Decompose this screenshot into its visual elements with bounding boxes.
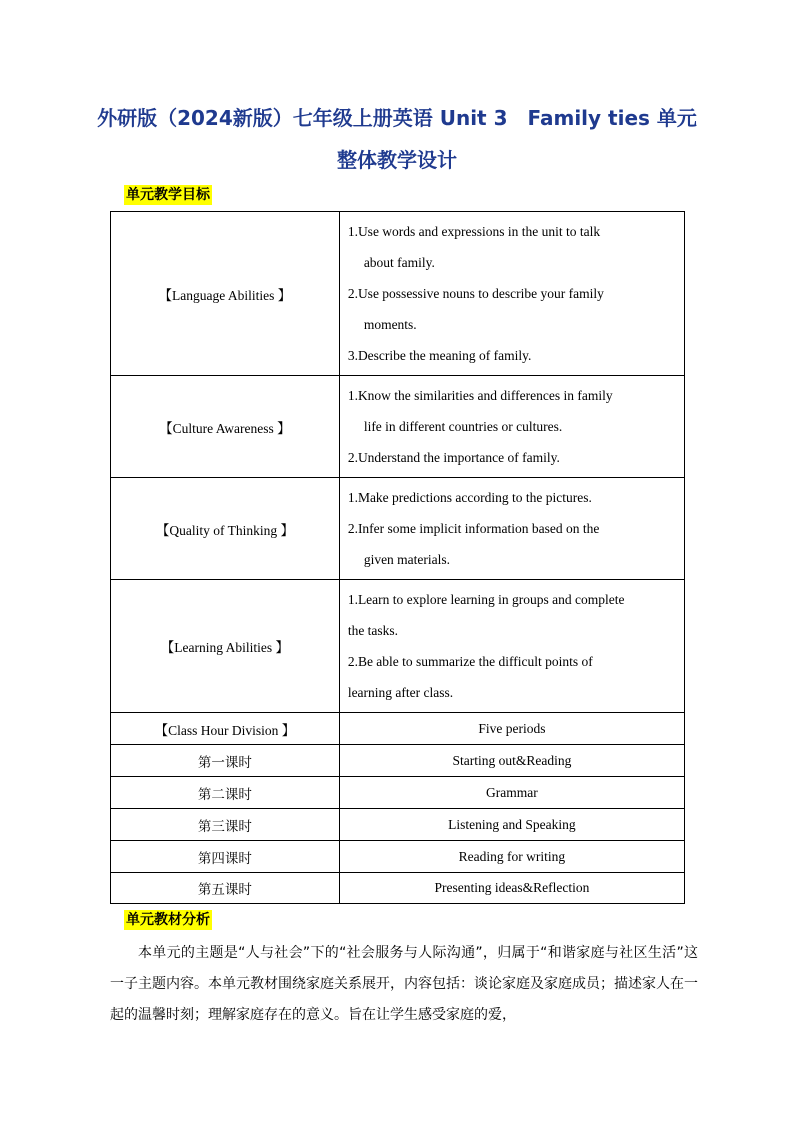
table-row bbox=[111, 841, 685, 873]
objective-line: 2.Be able to summarize the difficult points of bbox=[347, 654, 593, 669]
objective-label: 【Culture Awareness 】 bbox=[111, 376, 340, 478]
objective-content bbox=[339, 212, 684, 376]
period-label: 第五课时 bbox=[111, 873, 340, 904]
objective-content bbox=[339, 478, 684, 580]
table-row bbox=[111, 212, 685, 376]
table-row bbox=[111, 580, 685, 713]
objective-line: 1.Make predictions according to the pictures. bbox=[347, 490, 592, 505]
table-row bbox=[111, 713, 685, 745]
period-value: Reading for writing bbox=[339, 841, 684, 873]
period-label: 第一课时 bbox=[111, 745, 340, 777]
objectives-table bbox=[110, 211, 685, 904]
document-title-line-1: 外研版（2024新版）七年级上册英语 Unit 3 Family ties 单元 bbox=[97, 106, 697, 130]
table-row bbox=[111, 376, 685, 478]
objective-line: 1.Know the similarities and differences in family bbox=[347, 388, 613, 403]
objective-line: the tasks. bbox=[347, 623, 399, 638]
objective-line: 2.Infer some implicit information based on the bbox=[347, 521, 600, 536]
analysis-paragraph: 本单元的主题是“人与社会”下的“社会服务与人际沟通”，归属于“和谐家庭与社区生活”这一子主题内容。本单元教材围绕家庭关系展开，内容包括：谈论家庭及家庭成员；描述家人在一起的温馨时刻；理解家庭存在的意义。旨在让学生感受家庭的爱， bbox=[110, 945, 698, 1023]
period-value: Grammar bbox=[339, 777, 684, 809]
table-row bbox=[111, 873, 685, 904]
objective-line: given materials. bbox=[363, 552, 451, 567]
objective-line: moments. bbox=[363, 317, 417, 332]
objective-line: about family. bbox=[363, 255, 435, 270]
table-row bbox=[111, 809, 685, 841]
objective-line: 3.Describe the meaning of family. bbox=[347, 348, 532, 363]
period-label: 第四课时 bbox=[111, 841, 340, 873]
period-value: Presenting ideas&Reflection bbox=[339, 873, 684, 904]
table-row bbox=[111, 478, 685, 580]
objective-label: 【Learning Abilities 】 bbox=[111, 580, 340, 713]
objective-line: life in different countries or cultures. bbox=[363, 419, 563, 434]
document-title-line-2: 整体教学设计 bbox=[337, 148, 457, 172]
objective-label: 【Language Abilities 】 bbox=[111, 212, 340, 376]
period-value: Starting out&Reading bbox=[339, 745, 684, 777]
period-value: Listening and Speaking bbox=[339, 809, 684, 841]
table-row bbox=[111, 745, 685, 777]
analysis-heading: 单元教材分析 bbox=[126, 912, 210, 928]
objective-line: 2.Understand the importance of family. bbox=[347, 450, 560, 465]
objectives-heading: 单元教学目标 bbox=[126, 187, 210, 203]
class-hour-value: Five periods bbox=[339, 713, 684, 745]
table-row bbox=[111, 777, 685, 809]
objective-line: 1.Learn to explore learning in groups and complete bbox=[347, 592, 625, 607]
objective-line: learning after class. bbox=[347, 685, 454, 700]
objective-line: 2.Use possessive nouns to describe your family bbox=[347, 286, 604, 301]
objective-content bbox=[339, 580, 684, 713]
period-label: 第三课时 bbox=[111, 809, 340, 841]
objective-line: 1.Use words and expressions in the unit to talk bbox=[347, 224, 601, 239]
class-hour-label: 【Class Hour Division 】 bbox=[111, 713, 340, 745]
objective-content bbox=[339, 376, 684, 478]
objective-label: 【Quality of Thinking 】 bbox=[111, 478, 340, 580]
period-label: 第二课时 bbox=[111, 777, 340, 809]
